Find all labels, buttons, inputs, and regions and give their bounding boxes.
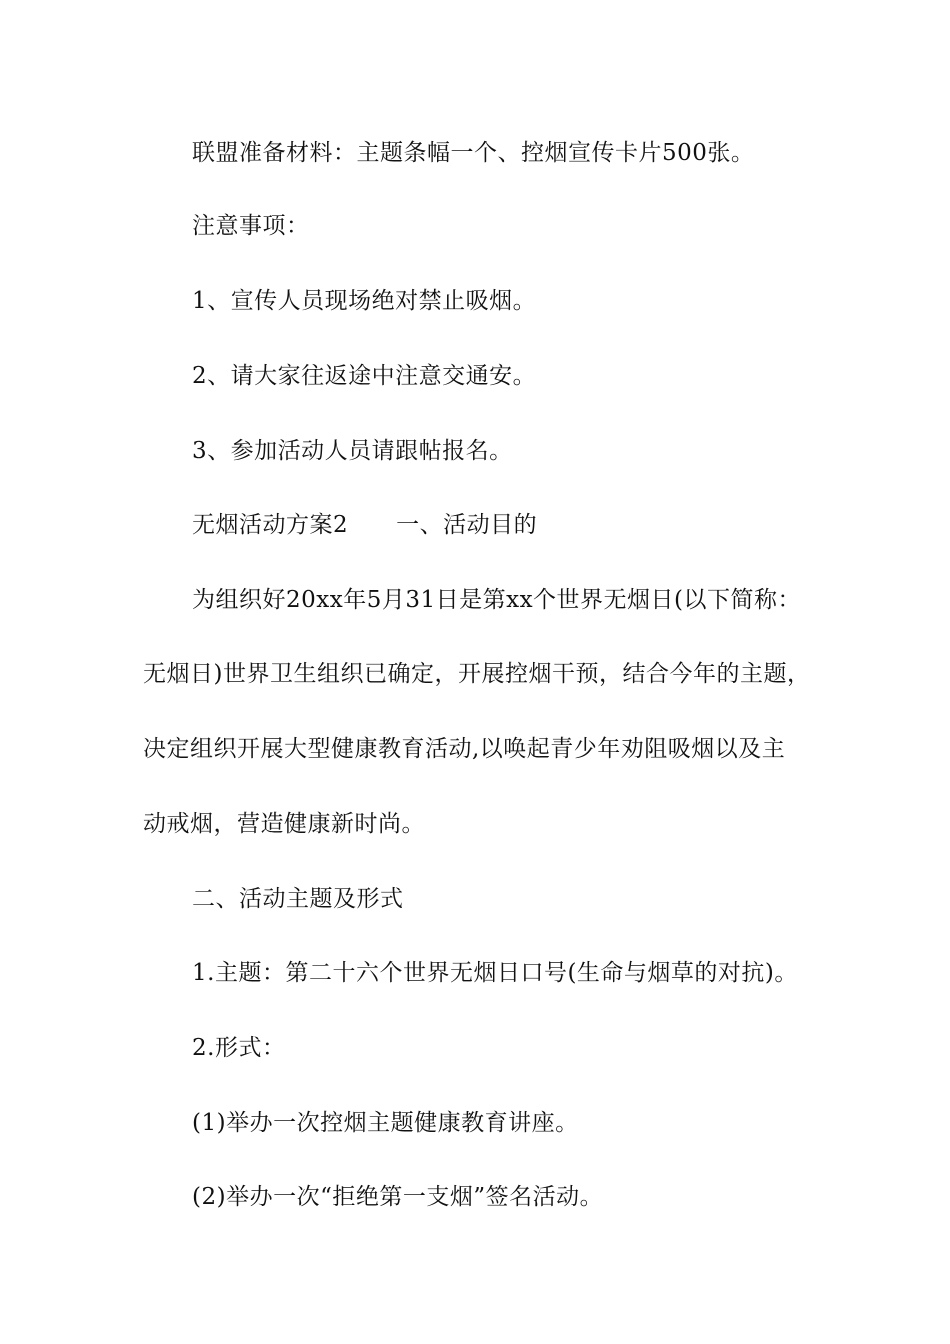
purpose-paragraph-line-4: 动戒烟，营造健康新时尚。 — [143, 811, 425, 837]
section2-title-line — [192, 510, 537, 540]
notes-heading: 注意事项： — [192, 213, 310, 239]
theme-form-heading: 二、活动主题及形式 — [192, 886, 404, 912]
theme-line: 1.主题：第二十六个世界无烟日口号(生命与烟草的对抗)。 — [192, 960, 798, 986]
purpose-heading: 一、活动目的 — [396, 512, 538, 538]
purpose-paragraph-line-2: 无烟日)世界卫生组织已确定，开展控烟干预，结合今年的主题， — [143, 661, 811, 687]
note-item-1: 1、宣传人员现场绝对禁止吸烟。 — [192, 288, 537, 314]
note-item-2: 2、请大家往返途中注意交通安。 — [192, 363, 537, 389]
note-item-3: 3、参加活动人员请跟帖报名。 — [192, 438, 513, 464]
form-heading: 2.形式： — [192, 1035, 286, 1061]
materials-line: 联盟准备材料：主题条幅一个、控烟宣传卡片500张。 — [192, 140, 755, 166]
section2-title: 无烟活动方案2 — [192, 512, 349, 538]
form-item-2: (2)举办一次“拒绝第一支烟”签名活动。 — [192, 1184, 604, 1210]
purpose-paragraph-line-1: 为组织好20xx年5月31日是第xx个世界无烟日(以下简称： — [192, 587, 802, 613]
form-item-1: (1)举办一次控烟主题健康教育讲座。 — [192, 1110, 579, 1136]
purpose-paragraph-line-3: 决定组织开展大型健康教育活动,以唤起青少年劝阻吸烟以及主 — [143, 736, 786, 762]
